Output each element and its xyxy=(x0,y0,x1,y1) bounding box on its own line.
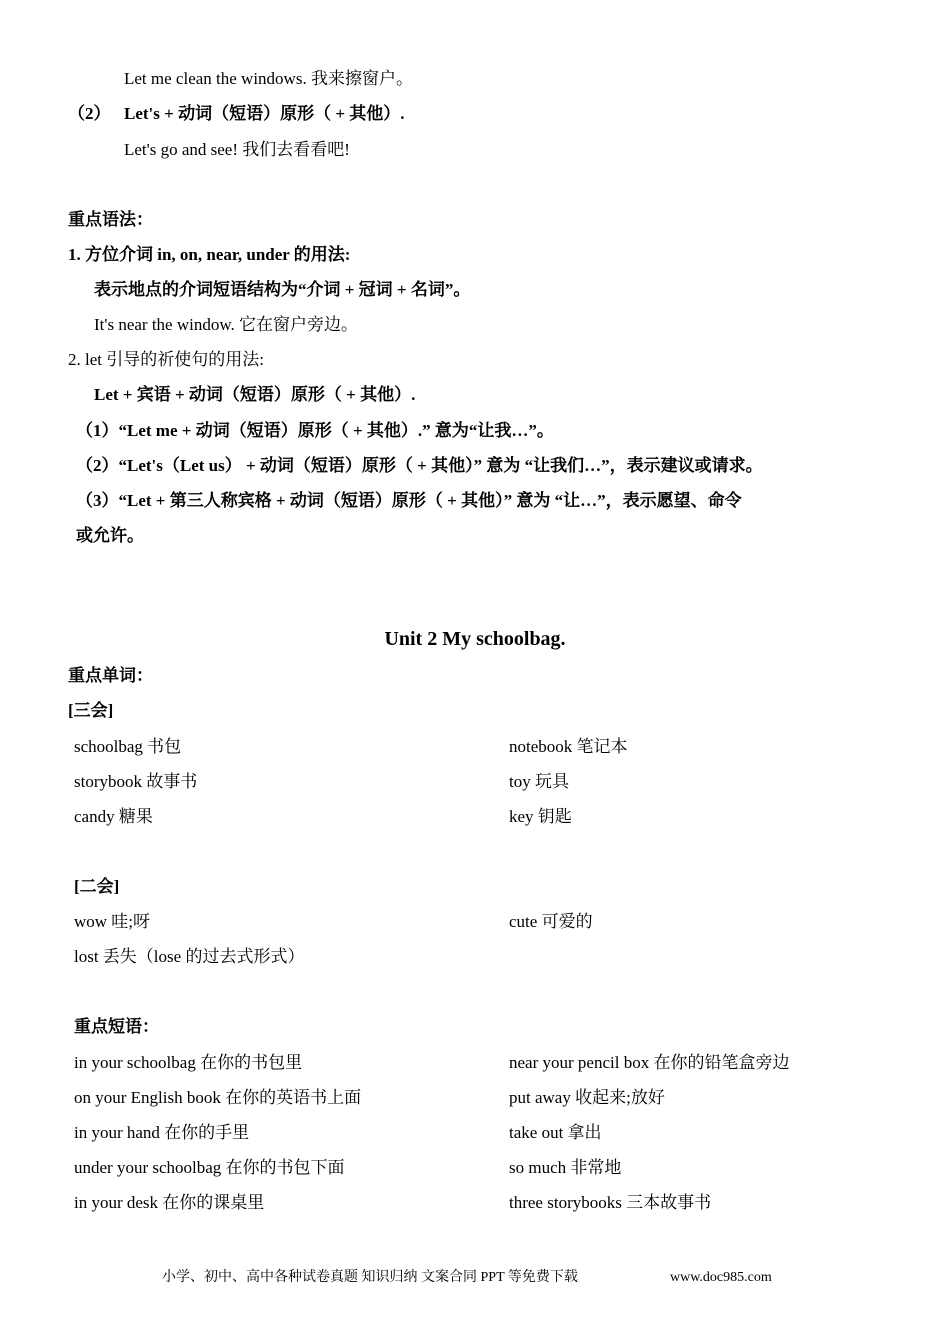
key-words-heading: 重点单词： xyxy=(68,666,153,685)
grammar-item-2-point-3-line-2: 或允许。 xyxy=(76,526,144,545)
phrase-item: on your English book 在你的英语书上面 xyxy=(74,1088,362,1107)
word-item: schoolbag 书包 xyxy=(74,737,182,756)
phrase-item: so much 非常地 xyxy=(509,1158,622,1177)
phrase-item: put away 收起来;放好 xyxy=(509,1088,665,1107)
word-item: lost 丢失（lose 的过去式形式） xyxy=(74,947,305,966)
grammar-item-1-title: 1. 方位介词 in, on, near, under 的用法: xyxy=(68,245,351,264)
word-item: key 钥匙 xyxy=(509,807,572,826)
grammar-item-1-example: It's near the window. 它在窗户旁边。 xyxy=(94,315,359,334)
footer-link[interactable]: www.doc985.com xyxy=(670,1270,772,1285)
grammar-item-1-desc: 表示地点的介词短语结构为“介词 + 冠词 + 名词”。 xyxy=(94,280,471,299)
grammar-item-2-structure: Let + 宾语 + 动词（短语）原形（ + 其他）. xyxy=(94,385,416,404)
example-lets: Let's go and see! 我们去看看吧! xyxy=(124,140,350,159)
word-item: candy 糖果 xyxy=(74,807,153,826)
level-3-heading: [三会] xyxy=(68,701,114,720)
phrase-item: three storybooks 三本故事书 xyxy=(509,1193,712,1212)
footer-text: 小学、初中、高中各种试卷真题 知识归纳 文案合同 PPT 等免费下载 xyxy=(162,1270,578,1285)
phrase-item: in your schoolbag 在你的书包里 xyxy=(74,1053,303,1072)
word-item: toy 玩具 xyxy=(509,772,569,791)
word-item: wow 哇;呀 xyxy=(74,912,151,931)
word-item: cute 可爱的 xyxy=(509,912,593,931)
key-phrases-heading: 重点短语： xyxy=(74,1017,159,1036)
phrase-item: in your desk 在你的课桌里 xyxy=(74,1193,265,1212)
rule-2-text: Let's + 动词（短语）原形（ + 其他）. xyxy=(124,104,405,123)
grammar-item-2-point-3-line-1: （3）“Let + 第三人称宾格 + 动词（短语）原形（ + 其他）” 意为 “让…”，表示愿望、命令 xyxy=(76,491,742,510)
phrase-item: in your hand 在你的手里 xyxy=(74,1123,250,1142)
phrase-item: under your schoolbag 在你的书包下面 xyxy=(74,1158,345,1177)
word-item: storybook 故事书 xyxy=(74,772,198,791)
rule-2-number: （2） xyxy=(68,104,111,123)
grammar-item-2-point-2: （2）“Let's（Let us） + 动词（短语）原形（ + 其他）” 意为 “让我们…”，表示建议或请求。 xyxy=(76,456,763,475)
unit-2-title: Unit 2 My schoolbag. xyxy=(384,628,566,650)
phrase-item: take out 拿出 xyxy=(509,1123,602,1142)
level-2-heading: [二会] xyxy=(74,877,120,896)
word-item: notebook 笔记本 xyxy=(509,737,628,756)
grammar-item-2-point-1: （1）“Let me + 动词（短语）原形（ + 其他）.” 意为“让我…”。 xyxy=(76,421,554,440)
grammar-heading: 重点语法： xyxy=(68,210,153,229)
phrase-item: near your pencil box 在你的铅笔盒旁边 xyxy=(509,1053,790,1072)
grammar-item-2-title: 2. let 引导的祈使句的用法: xyxy=(68,350,264,369)
example-let-me: Let me clean the windows. 我来擦窗户。 xyxy=(124,69,413,88)
